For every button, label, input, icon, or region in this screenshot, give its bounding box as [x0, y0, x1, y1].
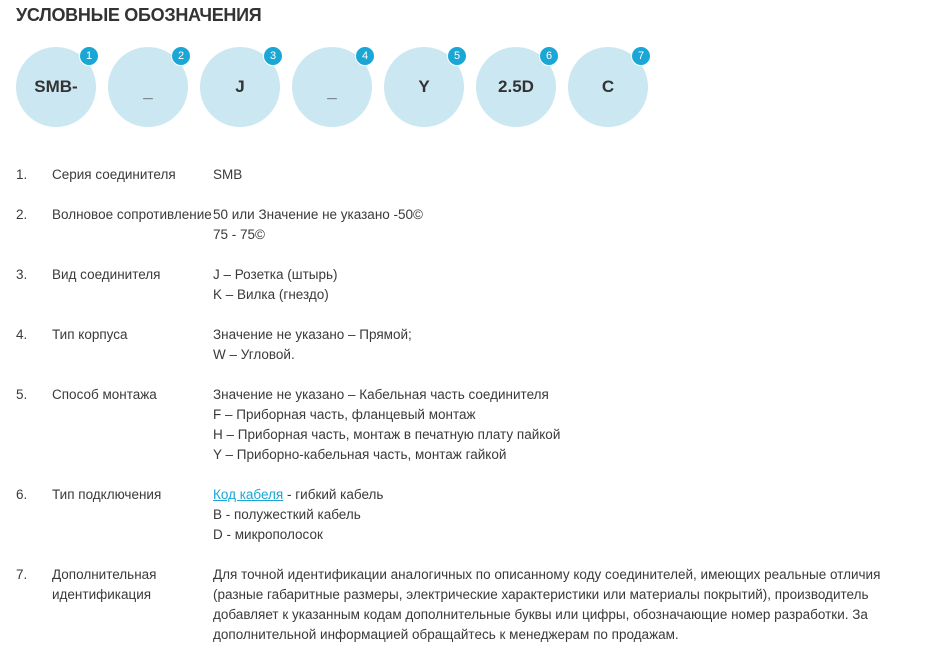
legend-row-connection — [16, 485, 916, 545]
code-part-text: J — [235, 77, 245, 96]
legend-value — [213, 385, 916, 465]
legend-value-line: F – Приборная часть, фланцевый монтаж — [213, 407, 476, 422]
legend-number: 7. — [16, 567, 28, 582]
cable-code-link[interactable]: Код кабеля — [213, 487, 284, 502]
index-badge: 1 — [79, 46, 99, 66]
legend-value-line: D - микрополосок — [213, 527, 323, 542]
legend-value-line: 50 или Значение не указано -50© — [213, 207, 423, 222]
legend-number: 2. — [16, 207, 28, 222]
legend-value-line: J – Розетка (штырь) — [213, 267, 338, 282]
code-part-text: C — [601, 77, 615, 96]
index-badge: 7 — [631, 46, 651, 66]
legend-number: 5. — [16, 387, 28, 402]
legend-label: Способ монтажа — [52, 387, 157, 402]
legend-value — [213, 485, 916, 545]
legend-value-line: Значение не указано – Прямой; — [213, 327, 412, 342]
legend-value — [213, 265, 916, 305]
index-badge: 3 — [263, 46, 283, 66]
legend-value-line: B - полужесткий кабель — [213, 507, 361, 522]
legend-row-additional-id — [16, 565, 916, 645]
code-part-7 — [568, 47, 648, 127]
code-part-text: Y — [418, 77, 430, 96]
legend-value-line: H – Приборная часть, монтаж в печатную плату пайкой — [213, 427, 561, 442]
legend-number: 6. — [16, 487, 28, 502]
code-part-text: _ — [327, 82, 337, 101]
code-part-text: _ — [143, 82, 153, 101]
index-badge: 6 — [539, 46, 559, 66]
legend-value-line: 75 - 75© — [213, 227, 265, 242]
legend-value — [213, 205, 916, 245]
legend-value-line: SMB — [213, 167, 243, 182]
legend-number: 3. — [16, 267, 28, 282]
legend-row-connector-type — [16, 265, 916, 305]
legend-row-impedance — [16, 205, 916, 245]
code-part-4 — [292, 47, 372, 127]
code-part-3 — [200, 47, 280, 127]
legend-value: Для точной идентификации аналогичных по описанному коду соединителей, имеющих реальные отличия (разные габаритные размеры, электрические характеристики или материалы покрытий), производитель добавляет к указанным кодам дополнительные буквы или цифры, обозначающие номер разработки. За дополнительной информацией обращайтесь к менеджерам по продажам. — [213, 567, 881, 642]
code-part-6 — [476, 47, 556, 127]
legend-value-line: Значение не указано – Кабельная часть соединителя — [213, 387, 549, 402]
legend-value-line — [213, 485, 916, 505]
legend-label: Тип подключения — [52, 487, 162, 502]
legend-label: Серия соединителя — [52, 167, 176, 182]
legend-value-line: K – Вилка (гнездо) — [213, 287, 329, 302]
index-badge: 2 — [171, 46, 191, 66]
legend-label: Дополнительная идентификация — [52, 567, 157, 602]
legend-value-line: W – Угловой. — [213, 347, 295, 362]
legend-row-mounting — [16, 385, 916, 465]
link-suffix-text: - гибкий кабель — [283, 487, 384, 502]
code-part-text: SMB- — [34, 77, 78, 96]
index-badge: 5 — [447, 46, 467, 66]
index-badge: 4 — [355, 46, 375, 66]
page-title: УСЛОВНЫЕ ОБОЗНАЧЕНИЯ — [16, 5, 262, 25]
legend-label: Вид соединителя — [52, 267, 161, 282]
legend-label: Волновое сопротивление — [52, 207, 212, 222]
legend-number: 1. — [16, 167, 28, 182]
legend-value — [213, 325, 916, 365]
legend-number: 4. — [16, 327, 28, 342]
code-part-1 — [16, 47, 96, 127]
legend-label: Тип корпуса — [52, 327, 128, 342]
code-part-text: 2.5D — [498, 77, 534, 96]
legend-list — [16, 165, 916, 665]
code-part-2 — [108, 47, 188, 127]
code-part-5 — [384, 47, 464, 127]
legend-value-line: Y – Приборно-кабельная часть, монтаж гайкой — [213, 447, 507, 462]
legend-row-body-type — [16, 325, 916, 365]
legend-value — [213, 165, 916, 185]
legend-row-series — [16, 165, 916, 185]
